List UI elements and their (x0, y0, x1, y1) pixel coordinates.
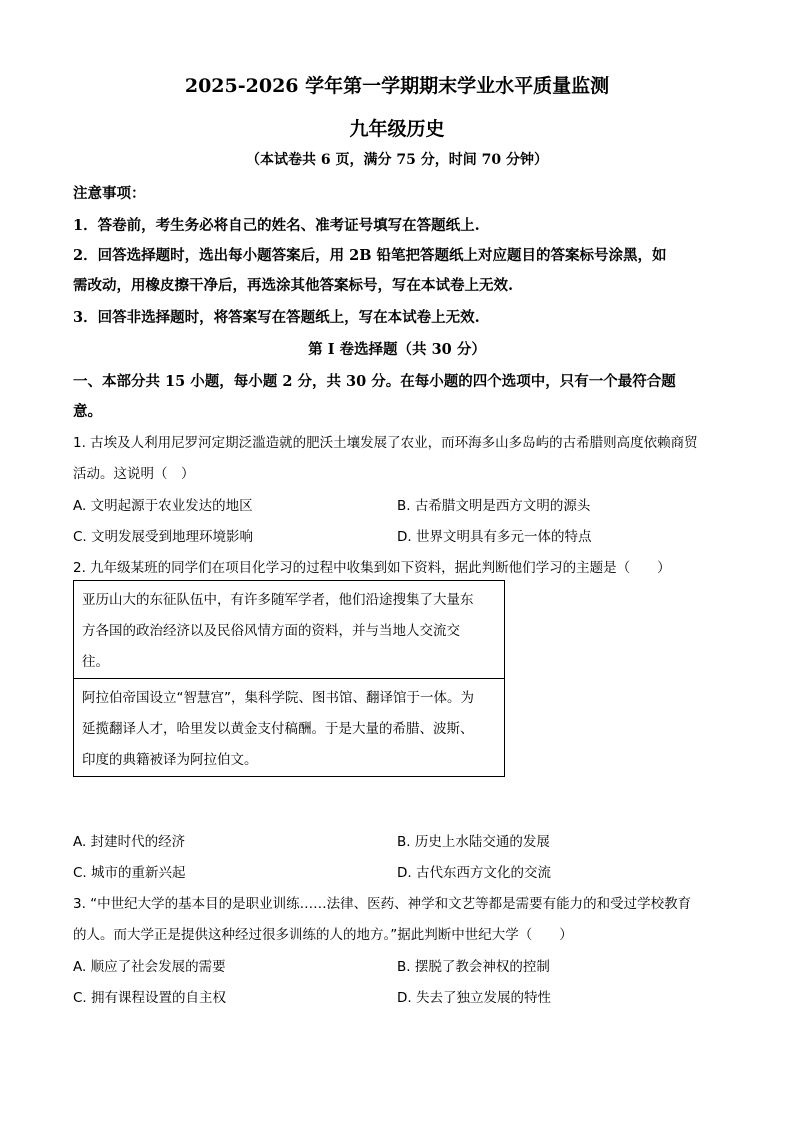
option-d[interactable]: D. 失去了独立发展的特性 (397, 990, 551, 1006)
option-b[interactable]: B. 古希腊文明是西方文明的源头 (397, 498, 591, 514)
option-c[interactable]: C. 文明发展受到地理环境影响 (73, 529, 254, 545)
material-line: 亚历山大的东征队伍中，有许多随军学者，他们沿途搜集了大量东 (82, 592, 474, 608)
exam-title: 2025-2026 学年第一学期期末学业水平质量监测 (184, 75, 610, 97)
exam-subject: 九年级历史 (349, 118, 445, 140)
note-item: 需改动，用橡皮擦干净后，再选涂其他答案标号，写在本试卷上无效. (73, 277, 514, 294)
option-d[interactable]: D. 古代东西方文化的交流 (397, 865, 551, 881)
question-stem: 的人。而大学正是提供这种经过很多训练的人的地方。”据此判断中世纪大学（ ） (73, 927, 573, 943)
material-row (74, 678, 504, 776)
question-stem: 活动。这说明（ ） (73, 466, 195, 482)
material-row (74, 581, 504, 678)
option-c[interactable]: C. 城市的重新兴起 (73, 865, 186, 881)
option-a[interactable]: A. 文明起源于农业发达的地区 (73, 498, 253, 514)
note-item: 3．回答非选择题时，将答案写在答题纸上，写在本试卷上无效. (73, 309, 480, 326)
material-line: 延揽翻译人才，哈里发以黄金支付稿酬。于是大量的希腊、波斯、 (82, 721, 474, 737)
question-stem: 3. “中世纪大学的基本目的是职业训练……法律、医药、神学和文艺等都是需要有能力的和受过学校教育 (73, 896, 692, 912)
section-title: 第 I 卷选择题（共 30 分） (308, 341, 486, 358)
option-a[interactable]: A. 封建时代的经济 (73, 834, 186, 850)
option-c[interactable]: C. 拥有课程设置的自主权 (73, 990, 227, 1006)
option-d[interactable]: D. 世界文明具有多元一体的特点 (397, 529, 592, 545)
material-line: 阿拉伯帝国设立“智慧宫”，集科学院、图书馆、翻译馆于一体。为 (82, 690, 474, 706)
material-line: 往。 (82, 654, 109, 670)
option-b[interactable]: B. 历史上水陆交通的发展 (397, 834, 550, 850)
question-stem: 1. 古埃及人利用尼罗河定期泛滥造就的肥沃土壤发展了农业，而环海多山多岛屿的古希腊则高度依赖商贸 (73, 435, 698, 451)
section-instruction: 一、本部分共 15 小题，每小题 2 分，共 30 分。在每小题的四个选项中，只有一个最符合题 (73, 373, 676, 390)
exam-info: （本试卷共 6 页，满分 75 分，时间 70 分钟） (246, 152, 548, 168)
option-a[interactable]: A. 顺应了社会发展的需要 (73, 959, 226, 975)
material-line: 印度的典籍被译为阿拉伯文。 (82, 752, 258, 768)
note-item: 1．答卷前，考生务必将自己的姓名、准考证号填写在答题纸上. (73, 217, 480, 234)
section-instruction: 意。 (73, 403, 102, 420)
question-stem: 2. 九年级某班的同学们在项目化学习的过程中收集到如下资料，据此判断他们学习的主题是（ ） (73, 560, 671, 576)
material-line: 方各国的政治经济以及民俗风情方面的资料，并与当地人交流交 (82, 623, 460, 639)
material-table (73, 580, 505, 777)
note-item: 2．回答选择题时，选出每小题答案后，用 2B 铅笔把答题纸上对应题目的答案标号涂黑，如 (73, 247, 667, 264)
option-b[interactable]: B. 摆脱了教会神权的控制 (397, 959, 550, 975)
notes-heading: 注意事项： (73, 185, 146, 202)
